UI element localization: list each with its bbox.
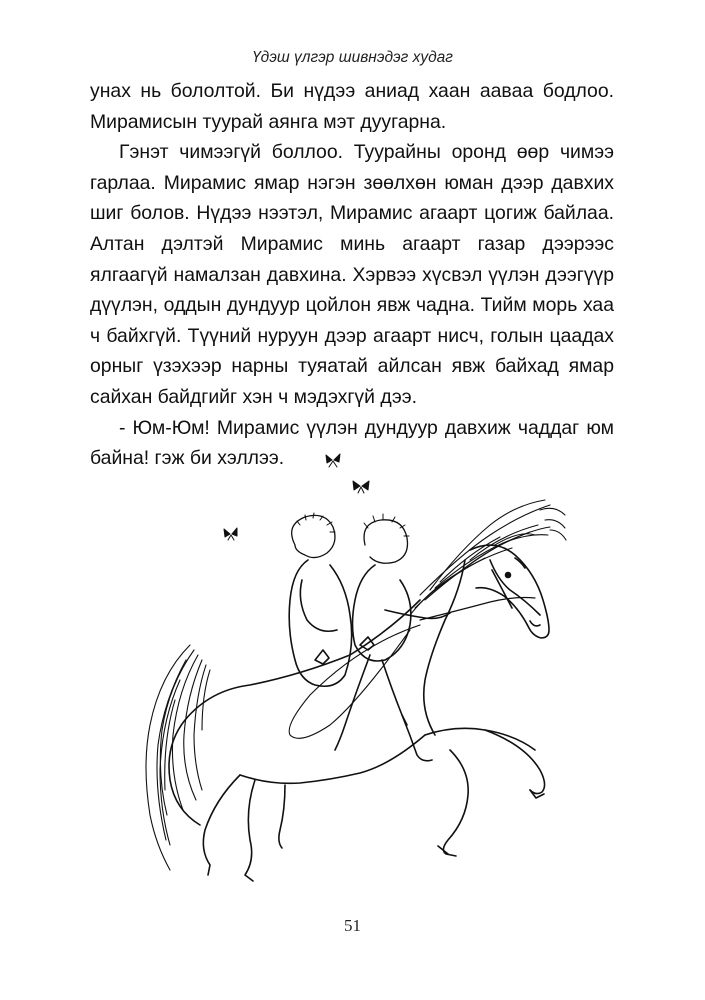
paragraph-dialogue: - Юм-Юм! Мирамис үүлэн дундуур давхиж чаддаг юм байна! гэж би хэллээ. bbox=[90, 416, 614, 470]
horse-tail bbox=[146, 645, 210, 870]
paragraph-continued: унах нь бололтой. Би нүдээ аниад хаан аавaa бодлоо. Мирамисын туурай аянга мэт дуугарна. bbox=[90, 80, 614, 133]
butterfly-icon bbox=[353, 481, 369, 493]
body-text bbox=[90, 76, 614, 474]
horse-hind-legs bbox=[203, 775, 285, 881]
page-number: 51 bbox=[344, 916, 361, 935]
horse-head bbox=[470, 545, 549, 638]
butterfly-icon bbox=[224, 528, 237, 540]
running-header: Үдэш үлгэр шивнэдэг худаг bbox=[252, 49, 453, 66]
butterfly-icon bbox=[326, 454, 340, 467]
paragraph: Гэнэт чимээгүй боллоо. Туурайны оронд өөр чимээ гарлаа. Мирамис ямар нэгэн зөөлхөн юман дээр давхих шиг болов. Нүдээ нээтэл, Мирамис агаарт цогиж байлаа. Алтан дэлтэй Мирамис минь агаарт газар дээрээс ялгаагүй намалзан давхина. Хэрвээ хүсвэл үүлэн дээгүүр дүүлэн, оддын дундуур цойлон явж чадна. Тийм морь хаа ч байхгүй. Түүний нуруун дээр агаарт нисч, голын цаадах орныг үзэхээр нарны туяатай айлсан явж байхад ямар сайхан байдгийг хэн ч мэдэхгүй дээ. bbox=[90, 141, 614, 408]
horse-front-legs bbox=[438, 730, 545, 856]
child-back-figure bbox=[289, 513, 351, 686]
horse-body bbox=[169, 560, 535, 825]
horse-with-two-children-illustration bbox=[120, 450, 590, 920]
